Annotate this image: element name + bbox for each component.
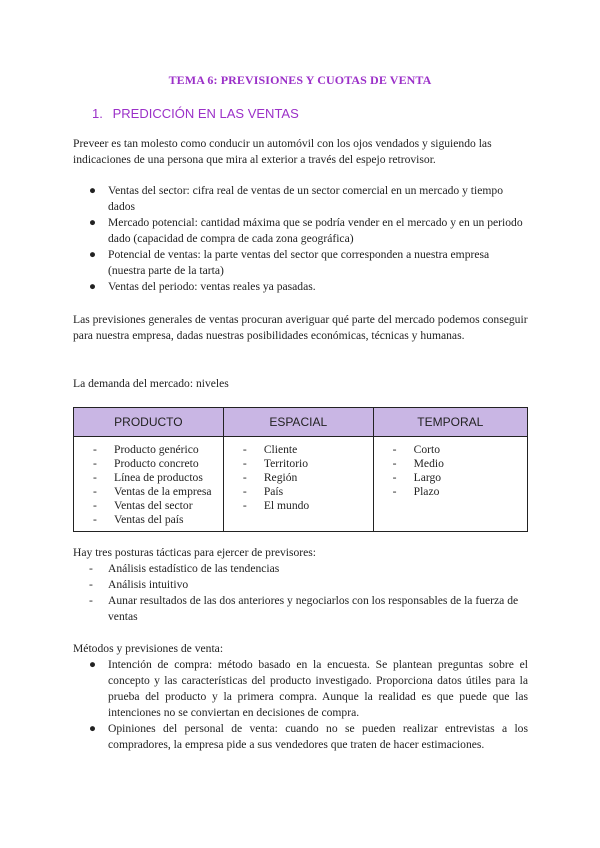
list-item: ● Opiniones del personal de venta: cuando no se pueden realizar entrevistas a los compradores, la empresa pide a sus vendedores que traten de hacer estimaciones. (89, 722, 528, 751)
list-item: ● Ventas del periodo: ventas reales ya pasadas. (89, 280, 316, 293)
list-item: - Producto concreto (93, 457, 199, 470)
list-item: - Plazo (392, 485, 440, 498)
forecast-paragraph: Las previsiones generales de ventas procuran averiguar qué parte del mercado podemos conseguir para nuestra empresa, dadas nuestras posibilidades económicas, técnicas y humanas. (73, 313, 528, 342)
table-header: PRODUCTO (74, 408, 224, 437)
section-label: PREDICCIÓN EN LAS VENTAS (112, 106, 299, 121)
table-cell-espacial (223, 437, 373, 532)
methods-list (73, 657, 528, 753)
list-item: - Cliente (242, 443, 298, 456)
list-item: - Análisis estadístico de las tendencias (89, 562, 280, 575)
bullet-icon: ● (89, 280, 97, 293)
list-item: ● Potencial de ventas: la parte ventas del sector que corresponden a nuestra empresa (nuestra parte de la tarta) (89, 248, 490, 277)
list-item: - Región (242, 471, 298, 484)
definitions-list (73, 183, 528, 295)
list-item: - Corto (392, 443, 441, 456)
table-header: TEMPORAL (373, 408, 527, 437)
list-item: - Territorio (242, 457, 309, 470)
bullet-icon: ● (89, 248, 97, 261)
bullet-icon: ● (89, 722, 97, 735)
dash-bullet: - (89, 562, 93, 575)
dash-bullet: - (89, 594, 93, 607)
list-item: - Medio (392, 457, 444, 470)
table-header: ESPACIAL (223, 408, 373, 437)
list-item: - Aunar resultados de las dos anteriores y negociarlos con los responsables de la fuerza de ventas (89, 594, 519, 623)
list-item: ● Intención de compra: método basado en la encuesta. Se plantean preguntas sobre el concepto y las características del producto investigado. Proporciona datos útiles para la prueba del producto y la primera compra. Aunque la realidad es que puede que las intenciones no se conviertan en decisiones de compra. (89, 658, 528, 719)
list-item: ● Ventas del sector: cifra real de ventas de un sector comercial en un mercado y tiempo dados (89, 184, 503, 213)
demand-levels-table (73, 407, 528, 532)
page-title: TEMA 6: PREVISIONES Y CUOTAS DE VENTA (168, 73, 432, 87)
table-cell-producto (74, 437, 224, 532)
section-number: 1. (92, 106, 103, 121)
postures-label: Hay tres posturas tácticas para ejercer de previsores: (73, 546, 317, 559)
bullet-icon: ● (89, 184, 97, 197)
postures-list (73, 561, 528, 625)
section-heading (92, 106, 299, 121)
list-item: - Ventas de la empresa (93, 485, 212, 498)
list-item: - Línea de productos (93, 471, 203, 484)
bullet-icon: ● (89, 216, 97, 229)
list-item: ● Mercado potencial: cantidad máxima que se podría vender en el mercado y en un periodo dado (capacidad de compra de cada zona geográfica) (89, 216, 523, 245)
bullet-icon: ● (89, 658, 97, 671)
methods-label: Métodos y previsiones de venta: (73, 642, 224, 655)
list-item: - Ventas del sector (93, 499, 193, 512)
list-item: - Producto genérico (93, 443, 199, 456)
list-item: - Largo (392, 471, 442, 484)
dash-bullet: - (89, 578, 93, 591)
table-cell-temporal (373, 437, 527, 532)
demand-label: La demanda del mercado: niveles (73, 377, 229, 390)
list-item: - Análisis intuitivo (89, 578, 189, 591)
intro-paragraph: Preveer es tan molesto como conducir un automóvil con los ojos vendados y siguiendo las indicaciones de una persona que mira al exterior a través del espejo retrovisor. (73, 137, 492, 166)
list-item: - País (242, 485, 284, 498)
list-item: - Ventas del país (93, 513, 184, 526)
list-item: - El mundo (242, 499, 310, 512)
